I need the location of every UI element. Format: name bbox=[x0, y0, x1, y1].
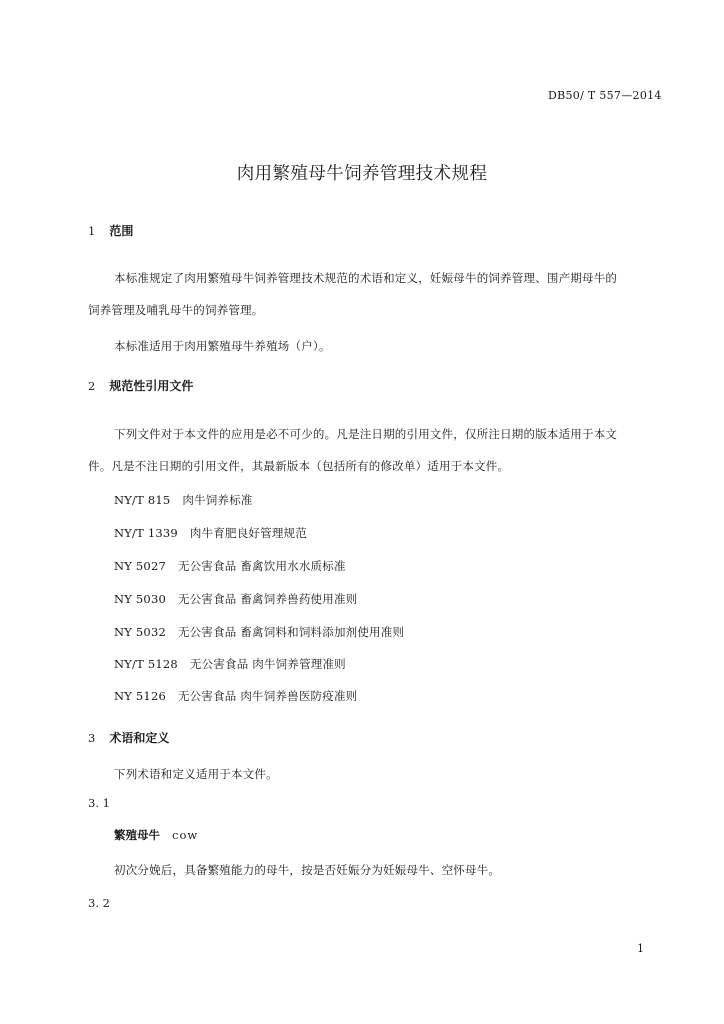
document-title: 肉用繁殖母牛饲养管理技术规程 bbox=[236, 164, 488, 184]
reference-item bbox=[114, 656, 346, 672]
reference-code: NY 5126 bbox=[114, 689, 166, 703]
reference-item bbox=[114, 624, 404, 640]
reference-name: 无公害食品 畜禽饲料和饲料添加剂使用准则 bbox=[177, 625, 405, 639]
section-title: 术语和定义 bbox=[109, 731, 170, 745]
reference-code: NY 5032 bbox=[114, 625, 166, 639]
reference-name: 无公害食品 肉牛饲养管理准则 bbox=[189, 657, 346, 671]
section-1-heading bbox=[88, 220, 133, 239]
paragraph-line: 件。凡是不注日期的引用文件，其最新版本（包括所有的修改单）适用于本文件。 bbox=[88, 459, 510, 473]
reference-item bbox=[114, 525, 307, 541]
reference-name: 肉牛育肥良好管理规范 bbox=[189, 526, 307, 540]
section-title: 范围 bbox=[109, 224, 134, 238]
reference-code: NY 5027 bbox=[114, 559, 166, 573]
term-definition: 初次分娩后，具备繁殖能力的母牛，按是否妊娠分为妊娠母牛、空怀母牛。 bbox=[114, 863, 501, 877]
reference-name: 无公害食品 畜禽饲养兽药使用准则 bbox=[177, 592, 358, 606]
page-number: 1 bbox=[637, 942, 644, 955]
reference-name: 无公害食品 畜禽饮用水水质标准 bbox=[177, 559, 346, 573]
reference-name: 肉牛饲养标准 bbox=[182, 493, 253, 507]
reference-item bbox=[114, 591, 357, 607]
section-3-heading bbox=[88, 727, 169, 746]
paragraph-line: 下列文件对于本文件的应用是必不可少的。凡是注日期的引用文件，仅所注日期的版本适用于本文 bbox=[114, 427, 618, 441]
reference-code: NY/T 1339 bbox=[114, 526, 178, 540]
reference-code: NY 5030 bbox=[114, 592, 166, 606]
section-2-heading bbox=[88, 375, 193, 394]
reference-code: NY/T 815 bbox=[114, 493, 171, 507]
term-heading bbox=[114, 824, 198, 843]
reference-item bbox=[114, 558, 346, 574]
reference-item bbox=[114, 688, 357, 704]
term-number: 3. 2 bbox=[88, 896, 110, 910]
paragraph-line: 下列术语和定义适用于本文件。 bbox=[114, 767, 278, 781]
standard-code: DB50/ T 557—2014 bbox=[548, 89, 662, 102]
reference-code: NY/T 5128 bbox=[114, 657, 178, 671]
paragraph-line: 本标准适用于肉用繁殖母牛养殖场（户）。 bbox=[114, 339, 331, 353]
term-number: 3. 1 bbox=[88, 796, 110, 810]
section-number: 2 bbox=[88, 379, 96, 393]
section-number: 3 bbox=[88, 731, 96, 745]
term-english: cow bbox=[172, 828, 199, 842]
reference-name: 无公害食品 肉牛饲养兽医防疫准则 bbox=[177, 689, 358, 703]
section-title: 规范性引用文件 bbox=[109, 379, 194, 393]
paragraph-line: 本标准规定了肉用繁殖母牛饲养管理技术规范的术语和定义，妊娠母牛的饲养管理、围产期母牛的 bbox=[114, 271, 618, 285]
reference-item bbox=[114, 492, 253, 508]
section-number: 1 bbox=[88, 224, 96, 238]
paragraph-line: 饲养管理及哺乳母牛的饲养管理。 bbox=[88, 303, 264, 317]
term-chinese: 繁殖母牛 bbox=[114, 828, 160, 842]
